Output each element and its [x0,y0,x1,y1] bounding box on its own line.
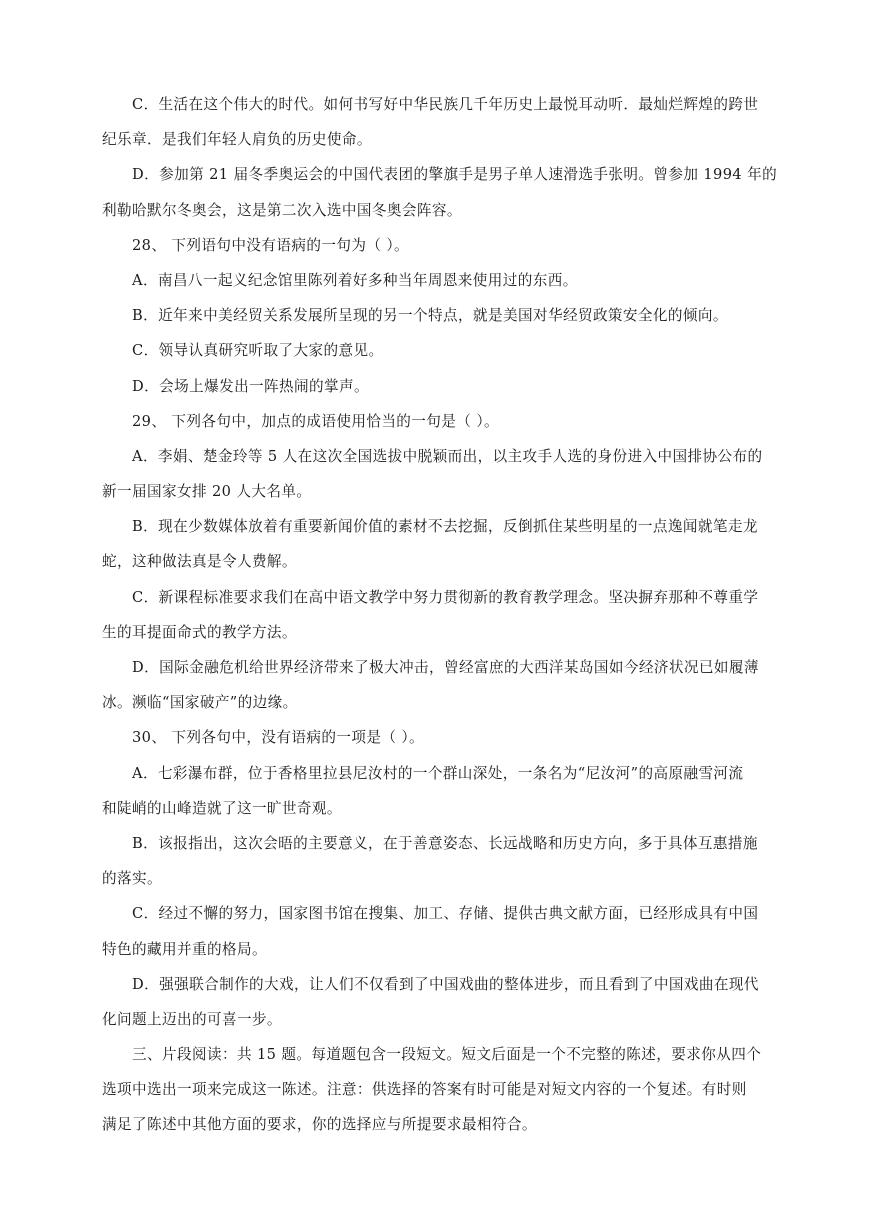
q28-stem-paragraph [102,228,782,263]
q29-option-a-paragraph [102,439,782,509]
q30-option-b-paragraph [102,826,782,896]
q29-option-c-paragraph [102,580,782,650]
q27-option-d-paragraph [102,157,782,227]
paragraph-first-line: C．新课程标准要求我们在高中语文教学中努力贯彻新的教育教学理念。坚决摒弃那种不尊重学 [132,588,759,606]
paragraph-continuation-line: 冰。濒临“国家破产”的边缘。 [102,694,298,712]
paragraph-continuation-line: 选项中选出一项来完成这一陈述。注意：供选择的答案有时可能是对短文内容的一个复述。有时则 [102,1081,747,1099]
paragraph-first-line: B．该报指出，这次会晤的主要意义，在于善意姿态、长远战略和历史方向，多于具体互惠措施 [132,834,758,852]
q28-option-c-paragraph [102,333,782,368]
paragraph-continuation-line: 和陡峭的山峰造就了这一旷世奇观。 [102,799,342,817]
paragraph-first-line: D．会场上爆发出一阵热闹的掌声。 [132,377,370,395]
paragraph-first-line: D．强强联合制作的大戏，让人们不仅看到了中国戏曲的整体进步，而且看到了中国戏曲在现代 [132,975,759,993]
q28-option-a-paragraph [102,263,782,298]
document-body [102,87,782,1143]
paragraph-first-line: D．参加第 21 届冬季奥运会的中国代表团的擎旗手是男子单人速滑选手张明。曾参加 1994 年的 [132,166,778,184]
paragraph-first-line: C．生活在这个伟大的时代。如何书写好中华民族几千年历史上最悦耳动听．最灿烂辉煌的跨世 [132,96,759,113]
q27-option-c-paragraph [102,87,782,157]
paragraph-continuation-line: 生的耳提面命式的教学方法。 [102,623,297,641]
paragraph-continuation-line: 化问题上迈出的可喜一步。 [102,1010,282,1028]
paragraph-continuation-line: 的落实。 [102,870,162,888]
paragraph-first-line: A．南昌八一起义纪念馆里陈列着好多种当年周恩来使用过的东西。 [132,271,578,289]
paragraph-continuation-line: 特色的藏用并重的格局。 [102,940,267,958]
paragraph-first-line: 三、片段阅读：共 15 题。每道题包含一段短文。短文后面是一个不完整的陈述，要求你从四个 [132,1046,762,1064]
q28-option-b-paragraph [102,298,782,333]
paragraph-continuation-line: 蛇，这种做法真是令人费解。 [102,553,297,571]
paragraph-continuation-line: 利勒哈默尔冬奥会，这是第二次入选中国冬奥会阵容。 [102,201,462,219]
paragraph-first-line: A．李娟、楚金玲等 5 人在这次全国选拔中脱颖而出，以主攻手人选的身份进入中国排协公布的 [132,447,763,465]
paragraph-continuation-line: 满足了陈述中其他方面的要求，你的选择应与所提要求最相符合。 [102,1116,537,1134]
q30-option-a-paragraph [102,756,782,826]
q29-stem-paragraph [102,404,782,439]
paragraph-first-line: A．七彩瀑布群，位于香格里拉县尼汝村的一个群山深处，一条名为“尼汝河”的高原融雪河流 [132,764,744,782]
q29-option-d-paragraph [102,650,782,720]
paragraph-first-line: 28、 下列语句中没有语病的一句为（ ）。 [132,236,410,254]
q29-option-b-paragraph [102,509,782,579]
paragraph-first-line: B．现在少数媒体放着有重要新闻价值的素材不去挖掘，反倒抓住某些明星的一点逸闻就笔走龙 [132,518,758,536]
paragraph-first-line: C．经过不懈的努力，国家图书馆在搜集、加工、存储、提供古典文献方面，已经形成具有中国 [132,905,759,923]
paragraph-continuation-line: 新一届国家女排 20 人大名单。 [102,483,312,501]
q30-stem-paragraph [102,720,782,755]
paragraph-first-line: C．领导认真研究听取了大家的意见。 [132,342,384,360]
paragraph-first-line: B．近年来中美经贸关系发展所呈现的另一个特点，就是美国对华经贸政策安全化的倾向。 [132,307,728,325]
q28-option-d-paragraph [102,369,782,404]
paragraph-continuation-line: 纪乐章．是我们年轻人肩负的历史使命。 [102,131,372,149]
paragraph-first-line: D．国际金融危机给世界经济带来了极大冲击，曾经富庶的大西洋某岛国如今经济状况已如履薄 [132,659,759,676]
paragraph-first-line: 30、 下列各句中，没有语病的一项是（ ）。 [132,729,425,747]
q30-option-c-paragraph [102,896,782,966]
q30-option-d-paragraph [102,967,782,1037]
paragraph-first-line: 29、 下列各句中，加点的成语使用恰当的一句是（ ）。 [132,412,500,430]
section-3-intro-paragraph [102,1037,782,1143]
